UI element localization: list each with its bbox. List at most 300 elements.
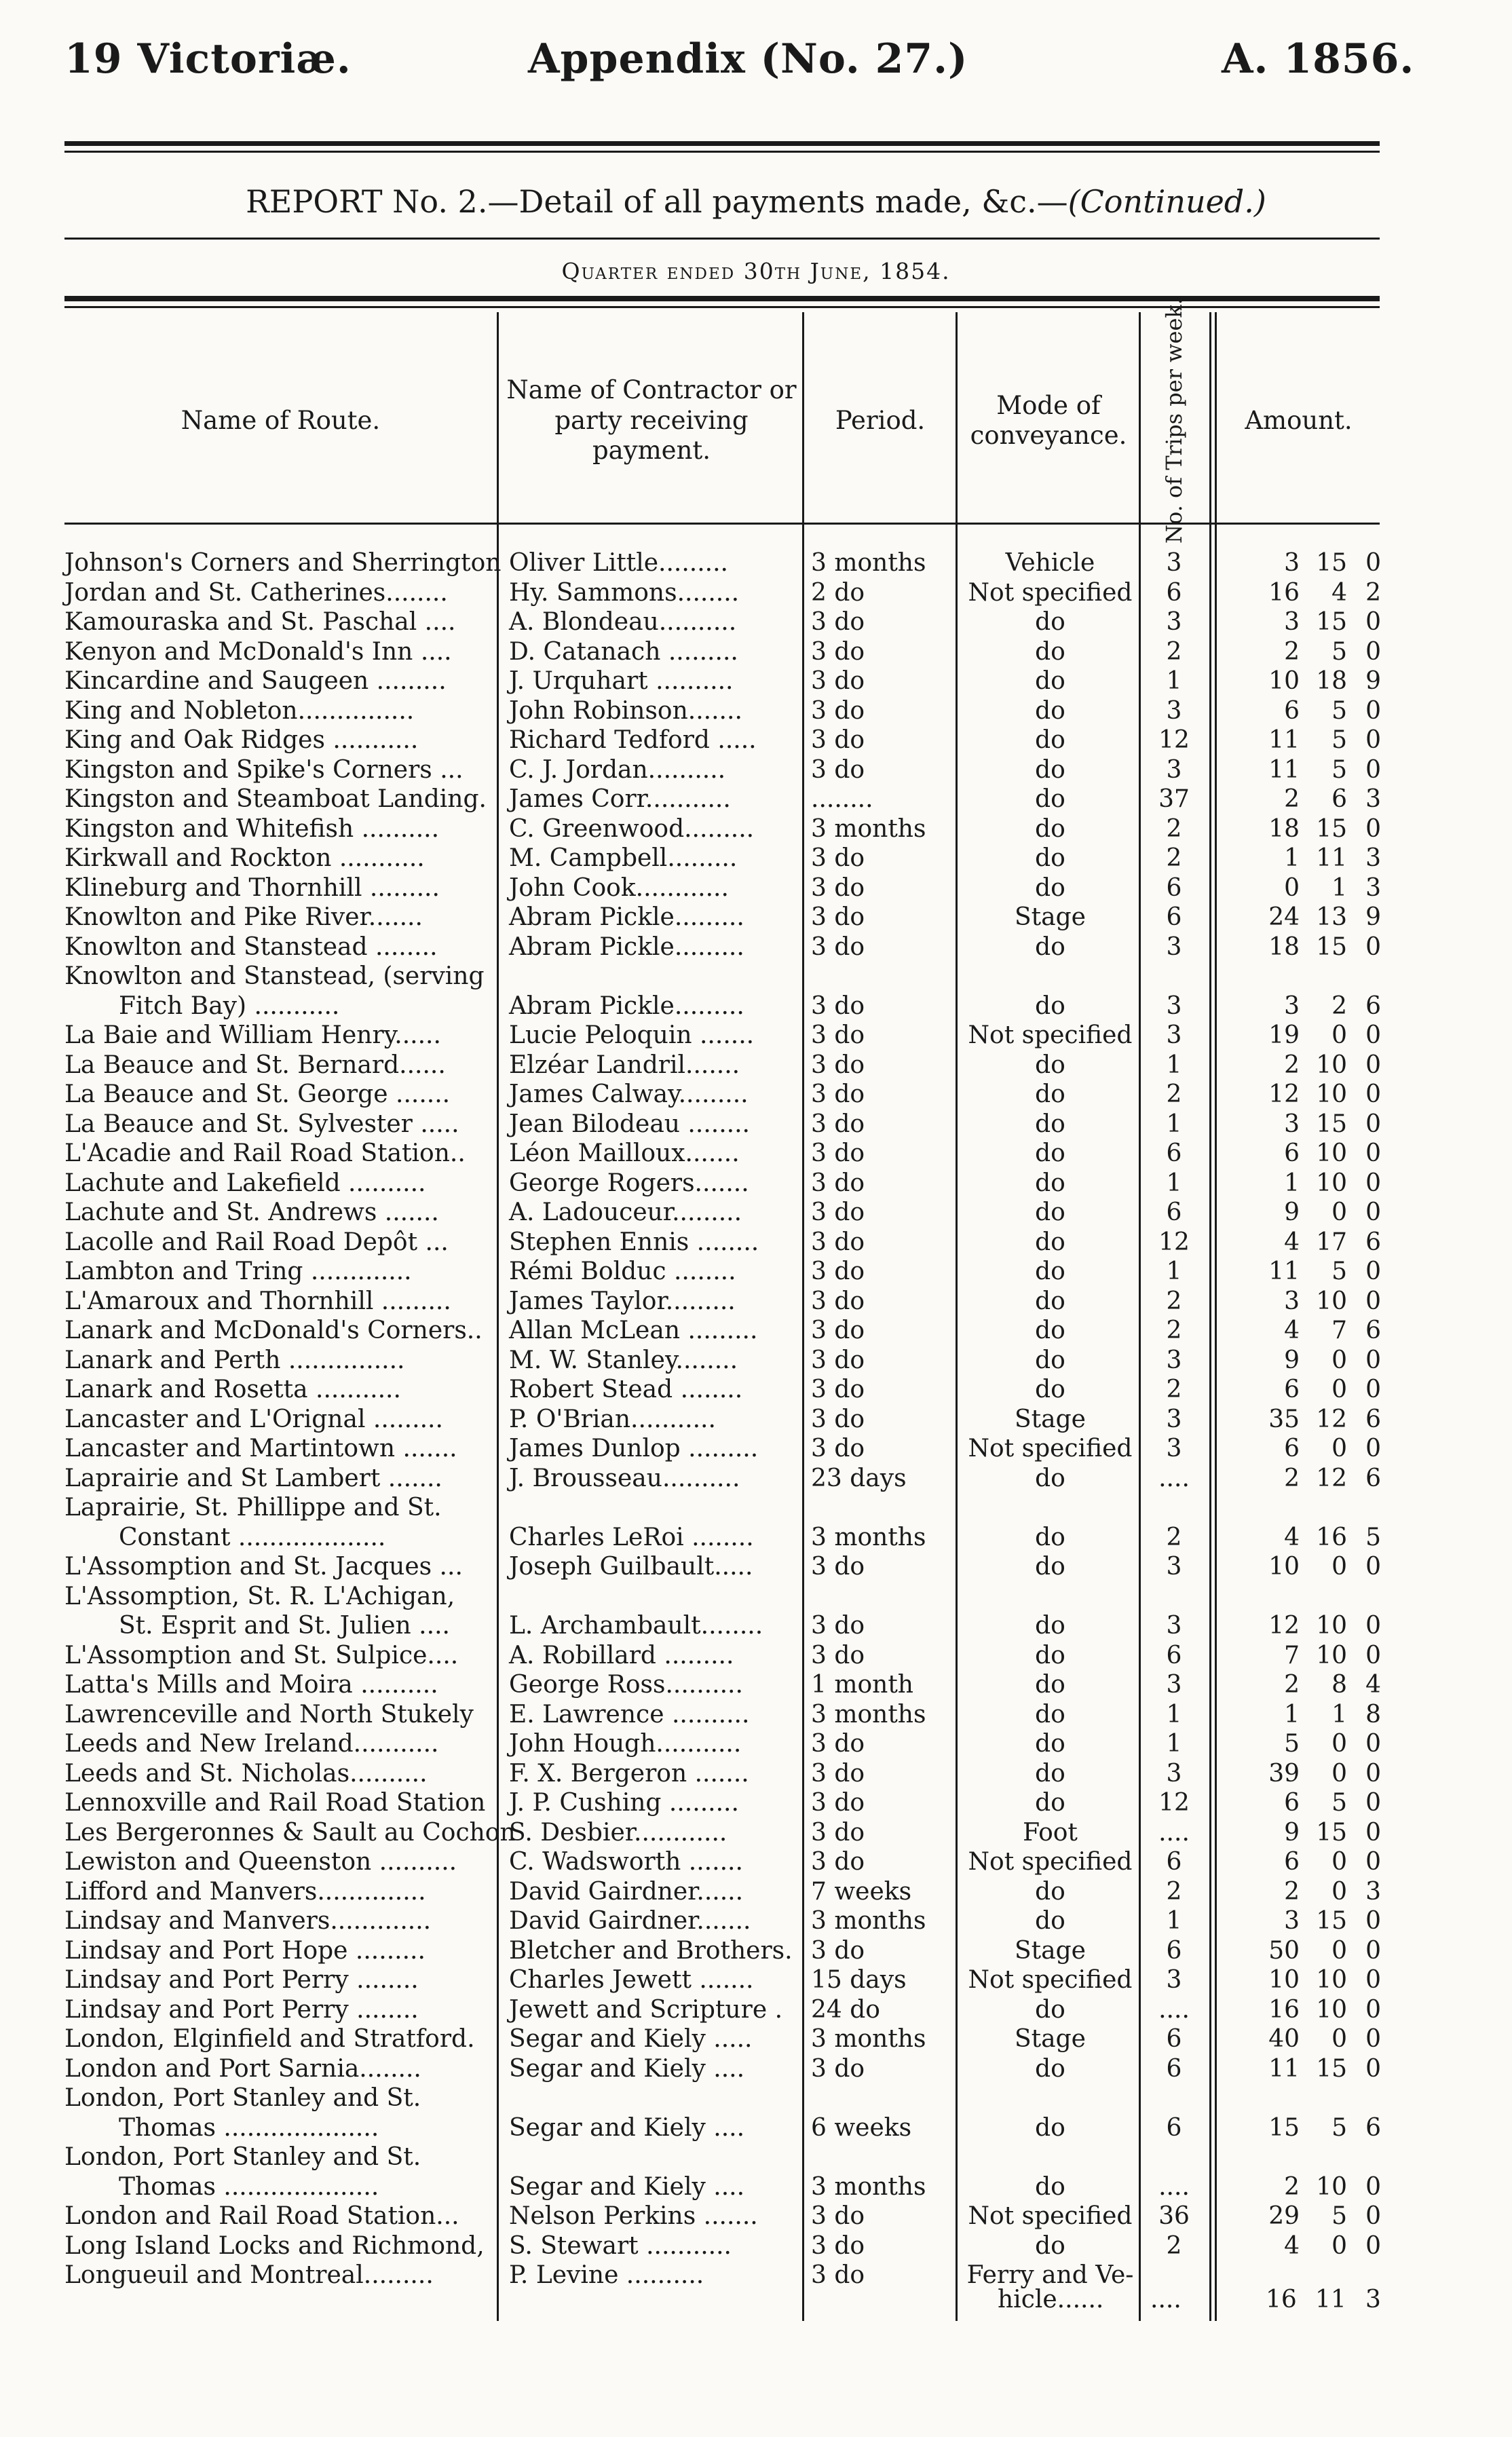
period: 24 do [811,1995,880,2024]
conveyance-mode: do [1035,1907,1065,1935]
amount-pence: 0 [1365,1169,1381,1197]
conveyance-mode: do [1035,637,1065,666]
table-row [0,578,1512,608]
trips-per-week: 3 [1166,1435,1182,1462]
route-name-line: Lindsay and Port Hope ......... [64,1936,426,1965]
amount-pence: 0 [1365,2054,1381,2083]
period: 3 do [811,1553,865,1581]
amount-pounds: 35 [1268,1405,1300,1433]
route-name-line: Knowlton and Pike River....... [64,903,423,931]
amount-shillings: 10 [1316,1995,1347,2024]
route-name [64,2202,492,2231]
trips-per-week: 6 [1166,1198,1182,1226]
trips-per-week: 1 [1166,667,1182,695]
trips-per-week: 6 [1166,1848,1182,1876]
route-name-line: Lindsay and Port Perry ........ [64,1995,419,2024]
conveyance-mode: do [1035,1169,1065,1197]
amount-pounds: 1 [1284,1700,1300,1728]
trips-per-week: 6 [1166,903,1182,931]
route-name-line: Lanark and Rosetta ........... [64,1376,401,1403]
amount-shillings: 0 [1331,1730,1347,1758]
table-row [0,932,1512,962]
table-row [0,1346,1512,1376]
contractor-name: E. Lawrence .......... [509,1700,750,1728]
conveyance-mode: do [1035,1228,1065,1256]
table-row [0,1375,1512,1405]
amount-pence: 0 [1365,1612,1381,1640]
route-name-line: L'Assomption and St. Sulpice.... [64,1641,459,1669]
table-row [0,814,1512,844]
amount-pounds: 2 [1284,2172,1300,2201]
conveyance-mode: Not specified [968,1435,1133,1462]
amount-pounds: 10 [1268,1553,1300,1581]
route-name [64,1051,492,1080]
amount-shillings: 1 [1331,1700,1347,1728]
contractor-name: D. Catanach ......... [509,637,738,666]
trips-per-week: 2 [1166,2231,1182,2260]
trips-per-week: 2 [1166,637,1182,666]
route-name-line: Kingston and Whitefish .......... [64,814,440,843]
amount-shillings: 10 [1316,1080,1347,1108]
contractor-name: S. Stewart ........... [509,2231,732,2260]
period: 3 months [811,2172,926,2201]
amount-pounds: 3 [1284,1110,1300,1138]
route-name [64,1906,492,1936]
route-name-line: London and Port Sarnia........ [64,2054,421,2083]
amount-pounds: 1 [1284,1169,1300,1197]
table-row [0,607,1512,637]
period: 3 do [811,755,865,784]
header-right: A. 1856. [1222,35,1415,83]
amount-pence: 0 [1365,1553,1381,1581]
trips-per-week: 37 [1158,785,1190,813]
route-name [64,932,492,962]
route-name [64,1287,492,1317]
contractor-name: James Corr........... [509,785,731,813]
route-name [64,1257,492,1287]
amount-pounds: 9 [1284,1198,1300,1226]
conveyance-mode: do [1035,1995,1065,2024]
period: 3 months [811,1907,926,1935]
trips-per-week: 3 [1166,1553,1182,1581]
route-name-line: Kenyon and McDonald's Inn .... [64,637,452,666]
table-row [0,1729,1512,1759]
period: 3 do [811,2054,865,2083]
trips-per-week: 6 [1166,2025,1182,2053]
conveyance-mode: do [1035,1376,1065,1403]
period: 3 months [811,814,926,843]
period: 3 do [811,1051,865,1079]
contractor-name: Abram Pickle......... [509,903,744,931]
route-name-line: King and Nobleton............... [64,696,415,725]
amount-shillings: 5 [1331,2202,1347,2230]
conveyance-mode: do [1035,1051,1065,1079]
table-row [0,1021,1512,1051]
amount-shillings: 5 [1331,726,1347,754]
amount-shillings: 10 [1316,2172,1347,2201]
conveyance-mode: do [1035,1759,1065,1788]
report-title-main: REPORT No. 2.—Detail of all payments made, &c.— [246,183,1068,220]
contractor-name: Stephen Ennis ........ [509,1228,759,1256]
trips-per-week: 1 [1166,1258,1182,1285]
route-name-line: Lancaster and L'Orignal ......... [64,1405,443,1433]
trips-per-week: 3 [1166,696,1182,725]
route-name-line: Latta's Mills and Moira .......... [64,1671,438,1699]
period: 3 do [811,1759,865,1788]
amount-pence: 0 [1365,755,1381,784]
amount-pence: 0 [1365,1907,1381,1935]
contractor-name: S. Desbier............ [509,1818,727,1847]
conveyance-mode: do [1035,1789,1065,1817]
trips-per-week: 6 [1166,1641,1182,1669]
contractor-name: Bletcher and Brothers. [509,1936,793,1965]
amount-shillings: 10 [1316,1641,1347,1669]
contractor-name: A. Blondeau.......... [509,608,737,636]
contractor-name: Joseph Guilbault..... [509,1553,753,1581]
header-rule-thin [64,151,1380,153]
amount-pounds: 19 [1268,1021,1300,1049]
period: 3 do [811,903,865,931]
amount-pounds: 1 [1284,844,1300,872]
trips-per-week: 6 [1166,873,1182,902]
amount-shillings: 10 [1316,1169,1347,1197]
amount-shillings: 15 [1316,1818,1347,1847]
route-name-line: La Beauce and St. George ....... [64,1080,451,1108]
route-name [64,844,492,873]
route-name-line: Lindsay and Port Perry ........ [64,1966,419,1994]
amount-shillings: 15 [1316,608,1347,636]
period: 3 do [811,2231,865,2260]
amount-pence: 0 [1365,1258,1381,1285]
table-row [0,1434,1512,1464]
trips-per-week: 12 [1158,1789,1190,1817]
conveyance-mode: do [1035,814,1065,843]
table-row [0,1936,1512,1966]
amount-pounds: 3 [1284,991,1300,1020]
table-row [0,725,1512,755]
amount-shillings: 10 [1316,1966,1347,1994]
column-header-route: Name of Route. [181,405,381,435]
contractor-name: M. W. Stanley........ [509,1346,738,1374]
amount-pence: 0 [1365,696,1381,725]
amount-shillings: 0 [1331,1198,1347,1226]
table-row [0,1169,1512,1198]
route-name-line: L'Amaroux and Thornhill ......... [64,1287,451,1315]
route-name-line: Lancaster and Martintown ....... [64,1435,457,1462]
amount-shillings: 16 [1316,1523,1347,1551]
amount-pounds: 10 [1268,667,1300,695]
amount-pounds: 12 [1268,1612,1300,1640]
amount-shillings: 0 [1331,1021,1347,1049]
route-name-line: Lanark and Perth ............... [64,1346,405,1374]
amount-pounds: 2 [1284,785,1300,813]
route-name [64,578,492,608]
route-name-line: Leeds and St. Nicholas.......... [64,1759,428,1788]
conveyance-mode: do [1035,2231,1065,2260]
contractor-name: Richard Tedford ..... [509,726,757,754]
route-name [64,1995,492,2025]
amount-pence: 0 [1365,1110,1381,1138]
conveyance-mode: do [1035,1346,1065,1374]
amount-shillings: 13 [1316,903,1347,931]
route-name-line: King and Oak Ridges ........... [64,726,419,754]
amount-shillings: 15 [1316,2054,1347,2083]
period: ........ [811,785,873,813]
amount-shillings: 10 [1316,1051,1347,1079]
route-name-line: Lacolle and Rail Road Depôt ... [64,1228,449,1256]
route-name [64,2083,492,2142]
table-row [0,1818,1512,1848]
route-name-line: Lennoxville and Rail Road Station [64,1789,486,1817]
amount-pounds: 9 [1284,1346,1300,1374]
route-name-continued: St. Esprit and St. Julien .... [119,1612,450,1640]
amount-shillings: 0 [1331,1877,1347,1906]
period: 3 do [811,1080,865,1108]
route-name [64,1346,492,1376]
amount-pence: 0 [1365,1818,1381,1847]
amount-shillings: 17 [1316,1228,1347,1256]
period: 3 do [811,637,865,666]
table-row [0,2024,1512,2054]
table-row [0,1847,1512,1877]
contractor-name: F. X. Bergeron ....... [509,1759,749,1788]
table-row [0,1759,1512,1789]
amount-pence: 0 [1365,1051,1381,1079]
route-name-line: Laprairie and St Lambert ....... [64,1464,442,1492]
amount-pounds: 15 [1268,2113,1300,2142]
period: 3 do [811,1021,865,1049]
period: 3 do [811,1139,865,1167]
route-name-line: Lifford and Manvers.............. [64,1877,426,1906]
table-row [0,1965,1512,1995]
contractor-name: John Hough........... [509,1730,742,1758]
route-name [64,1464,492,1494]
route-name-line: London, Port Stanley and St. [64,2143,421,2171]
route-name-line: Johnson's Corners and Sherrington [64,549,502,577]
table-row [0,548,1512,578]
route-name [64,1198,492,1228]
amount-shillings: 12 [1316,1405,1347,1433]
table-row [0,1670,1512,1700]
route-name-line: Lanark and McDonald's Corners.. [64,1317,483,1344]
trips-per-week: 3 [1166,1405,1182,1433]
route-name-line: Lindsay and Manvers............. [64,1907,432,1935]
amount-pence: 0 [1365,1641,1381,1669]
route-name [64,666,492,696]
amount-shillings: 15 [1316,1110,1347,1138]
route-name [64,1788,492,1818]
contractor-name: J. Brousseau.......... [509,1464,740,1492]
route-name-line: Leeds and New Ireland........... [64,1730,439,1758]
route-name-line: Kingston and Spike's Corners ... [64,755,464,784]
amount-pounds: 9 [1284,1818,1300,1847]
table-row [0,1700,1512,1730]
period: 3 do [811,726,865,754]
amount-pounds: 18 [1268,932,1300,961]
conveyance-mode: Stage [1015,903,1086,931]
trips-per-week: 3 [1166,1671,1182,1699]
trips-per-week: 36 [1158,2202,1190,2230]
trips-per-week: 6 [1166,2113,1182,2142]
conveyance-mode: Stage [1015,1936,1086,1965]
amount-shillings: 5 [1331,1258,1347,1285]
amount-pence: 0 [1365,1198,1381,1226]
trips-per-week: 3 [1166,608,1182,636]
period: 3 do [811,1376,865,1403]
route-name [64,1169,492,1198]
amount-shillings: 15 [1316,814,1347,843]
amount-pounds: 11 [1268,2054,1300,2083]
header-center: Appendix (No. 27.) [528,35,968,83]
trips-per-week: 2 [1166,814,1182,843]
period: 3 do [811,1110,865,1138]
amount-pounds: 3 [1284,1907,1300,1935]
table-row [0,1051,1512,1080]
conveyance-mode: do [1035,755,1065,784]
amount-shillings: 5 [1331,2113,1347,2142]
table-row [0,1110,1512,1139]
route-name [64,1552,492,1582]
table-row [0,1788,1512,1818]
route-name-line: London, Port Stanley and St. [64,2084,421,2112]
amount-pounds: 4 [1284,1523,1300,1551]
period: 3 do [811,1612,865,1640]
table-row [0,1464,1512,1494]
route-name [64,1877,492,1907]
conveyance-mode: Not specified [968,1966,1133,1994]
amount-pounds: 6 [1284,1376,1300,1403]
period: 6 weeks [811,2113,912,2142]
conveyance-mode: do [1035,1464,1065,1492]
trips-per-week: 1 [1166,1169,1182,1197]
contractor-name: David Gairdner....... [509,1907,751,1935]
route-name-line: L'Acadie and Rail Road Station.. [64,1139,466,1167]
trips-per-week: 1 [1166,1051,1182,1079]
report-title [0,183,1512,220]
trips-per-week: 3 [1166,991,1182,1020]
amount-pounds: 3 [1284,1287,1300,1315]
route-name [64,903,492,932]
amount-pence: 0 [1365,1376,1381,1403]
amount-pounds: 2 [1284,1051,1300,1079]
table-row [0,1582,1512,1641]
column-header-trips [1137,298,1211,544]
contractor-name: C. Wadsworth ....... [509,1848,743,1876]
trips-per-week: 6 [1166,578,1182,607]
period: 1 month [811,1671,913,1699]
conveyance-mode: do [1035,1877,1065,1906]
amount-pence: 0 [1365,932,1381,961]
contractor-name: C. Greenwood......... [509,814,755,843]
conveyance-mode: do [1035,1553,1065,1581]
route-name [64,2261,492,2290]
column-header-mode: Mode of conveyance. [970,390,1127,450]
conveyance-mode: do [1035,667,1065,695]
trips-per-week: 3 [1166,549,1182,577]
contractor-name: Abram Pickle......... [509,932,744,961]
amount-shillings: 0 [1331,2025,1347,2053]
contractor-name: Jean Bilodeau ........ [509,1110,750,1138]
amount-shillings: 10 [1316,1287,1347,1315]
route-name-continued: Fitch Bay) ........... [119,991,340,1020]
table-row [0,2202,1512,2231]
route-name [64,1405,492,1435]
trips-per-week: 12 [1158,1228,1190,1256]
payments-table-body [0,548,1512,2290]
period: 3 do [811,1936,865,1965]
amount-pence: 9 [1365,667,1381,695]
table-row [0,1316,1512,1346]
amount-shillings: 0 [1331,1553,1347,1581]
conveyance-mode: do [1035,1730,1065,1758]
column-header-amount: Amount. [1245,405,1353,435]
amount-pounds: 6 [1284,1789,1300,1817]
route-name [64,1759,492,1789]
amount-pounds: 4 [1284,1317,1300,1344]
amount-pence: 0 [1365,2231,1381,2260]
route-name [64,2142,492,2202]
contractor-name: Charles LeRoi ........ [509,1523,754,1551]
period: 3 do [811,844,865,872]
trips-per-week: .... [1158,2172,1190,2201]
route-name-line: Long Island Locks and Richmond, [64,2231,485,2260]
amount-pounds: 3 [1284,549,1300,577]
amount-pence: 0 [1365,1789,1381,1817]
period: 3 do [811,1228,865,1256]
route-name [64,1080,492,1110]
amount-pence: 4 [1365,1671,1381,1699]
route-name-line: La Baie and William Henry...... [64,1021,441,1049]
amount-shillings: 5 [1331,755,1347,784]
trips-per-week: 2 [1166,1523,1182,1551]
amount-pence: 0 [1365,1435,1381,1462]
amount-pounds: 29 [1268,2202,1300,2230]
contractor-name: Léon Mailloux....... [509,1139,740,1167]
last-row-shillings: 11 [1315,2286,1346,2313]
trips-per-week: 2 [1166,844,1182,872]
route-name-line: L'Assomption, St. R. L'Achigan, [64,1582,455,1610]
amount-pounds: 7 [1284,1641,1300,1669]
conveyance-mode: Ferry and Ve- [966,2261,1134,2289]
conveyance-mode: do [1035,1700,1065,1728]
trips-per-week: 2 [1166,1877,1182,1906]
table-row [0,2083,1512,2142]
route-name-line: Lambton and Tring ............. [64,1258,412,1285]
table-row [0,1995,1512,2025]
contractor-name: L. Archambault........ [509,1612,763,1640]
route-name [64,1936,492,1966]
conveyance-mode: do [1035,1287,1065,1315]
route-name [64,1021,492,1051]
table-row [0,1080,1512,1110]
trips-per-week: 3 [1166,1346,1182,1374]
table-row [0,1877,1512,1907]
contractor-name: Oliver Little......... [509,549,728,577]
amount-shillings: 0 [1331,1346,1347,1374]
trips-per-week: 2 [1166,1080,1182,1108]
route-name [64,755,492,785]
amount-shillings: 15 [1316,549,1347,577]
amount-pence: 0 [1365,1021,1381,1049]
amount-pence: 0 [1365,608,1381,636]
route-name-line: La Beauce and St. Sylvester ..... [64,1110,459,1138]
conveyance-mode: Vehicle [1005,549,1095,577]
route-name [64,1375,492,1405]
period: 3 do [811,1198,865,1226]
contractor-name: P. Levine .......... [509,2261,704,2289]
amount-pounds: 2 [1284,637,1300,666]
amount-pounds: 6 [1284,1435,1300,1462]
